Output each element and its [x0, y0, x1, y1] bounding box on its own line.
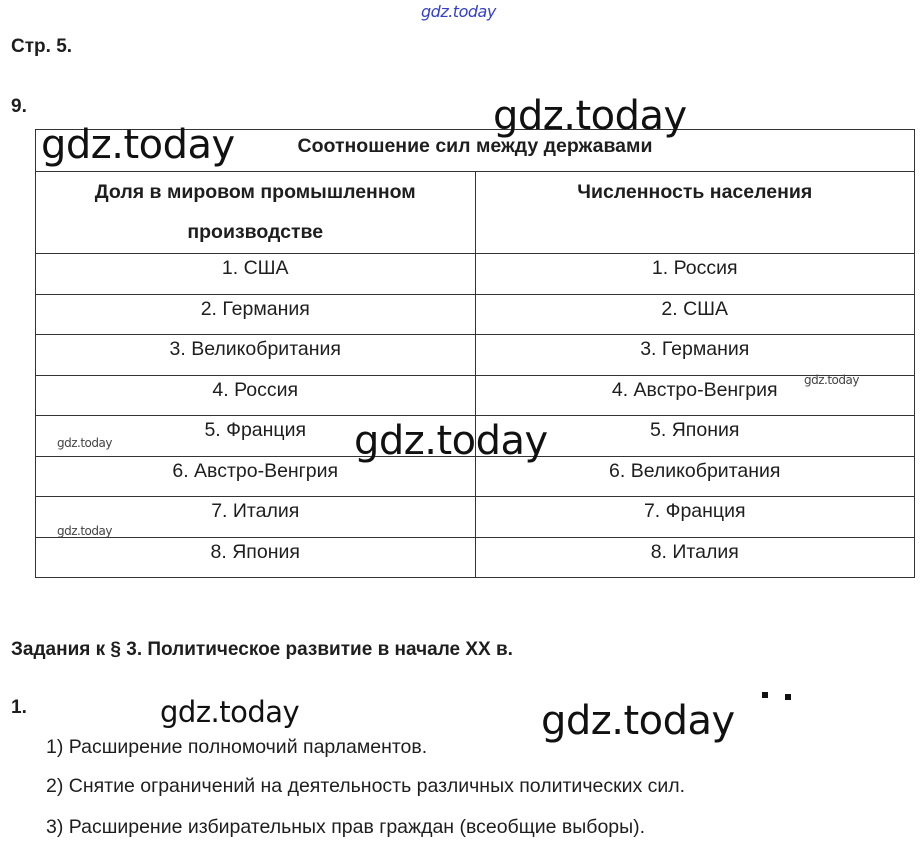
decorative-dot [762, 692, 768, 698]
column-header-industry: Доля в мировом промышленном производстве [36, 172, 476, 254]
exercise-number: 9. [11, 96, 27, 117]
task-item: 2) Снятие ограничений на деятельность различных политических сил. [46, 775, 686, 797]
column-header-population: Численность населения [475, 172, 915, 254]
industry-cell: 1. США [36, 254, 476, 295]
table-row [36, 254, 915, 295]
population-cell: 2. США [475, 294, 915, 335]
population-cell: 4. Австро-Венгрия [475, 375, 915, 416]
industry-cell: 6. Австро-Венгрия [36, 456, 476, 497]
watermark-table-top: gdz.today [493, 93, 687, 139]
table-title: Соотношение сил между державами [36, 130, 915, 172]
watermark-task-large: gdz.today [541, 698, 735, 744]
watermark-task: gdz.today [160, 695, 300, 729]
section-title: Задания к § 3. Политическое развитие в начале XX в. [11, 639, 513, 660]
task-item: 3) Расширение избирательных прав граждан (всеобщие выборы). [46, 816, 646, 838]
population-cell: 8. Италия [475, 537, 915, 578]
industry-cell: 4. Россия [36, 375, 476, 416]
table-row [36, 497, 915, 538]
task-item: 1) Расширение полномочий парламентов. [46, 736, 428, 758]
watermark-small: gdz.today [57, 436, 112, 450]
task-number: 1. [11, 697, 27, 718]
table-row [36, 335, 915, 376]
industry-cell: 3. Великобритания [36, 335, 476, 376]
page-reference: Стр. 5. [11, 36, 73, 57]
table-row [36, 375, 915, 416]
population-cell: 6. Великобритания [475, 456, 915, 497]
watermark-small: gdz.today [57, 524, 112, 538]
watermark-table-left: gdz.today [41, 122, 235, 168]
industry-cell: 7. Италия [36, 497, 476, 538]
industry-cell: 8. Япония [36, 537, 476, 578]
population-cell: 7. Франция [475, 497, 915, 538]
decorative-dot [785, 694, 791, 700]
watermark-top: gdz.today [421, 2, 496, 21]
population-cell: 5. Япония [475, 416, 915, 457]
watermark-table-center: gdz.today [354, 418, 548, 464]
table-row [36, 294, 915, 335]
industry-cell: 5. Франция [36, 416, 476, 457]
table-row [36, 537, 915, 578]
population-cell: 3. Германия [475, 335, 915, 376]
population-cell: 1. Россия [475, 254, 915, 295]
industry-cell: 2. Германия [36, 294, 476, 335]
powers-table [35, 129, 915, 578]
watermark-small: gdz.today [804, 373, 859, 387]
